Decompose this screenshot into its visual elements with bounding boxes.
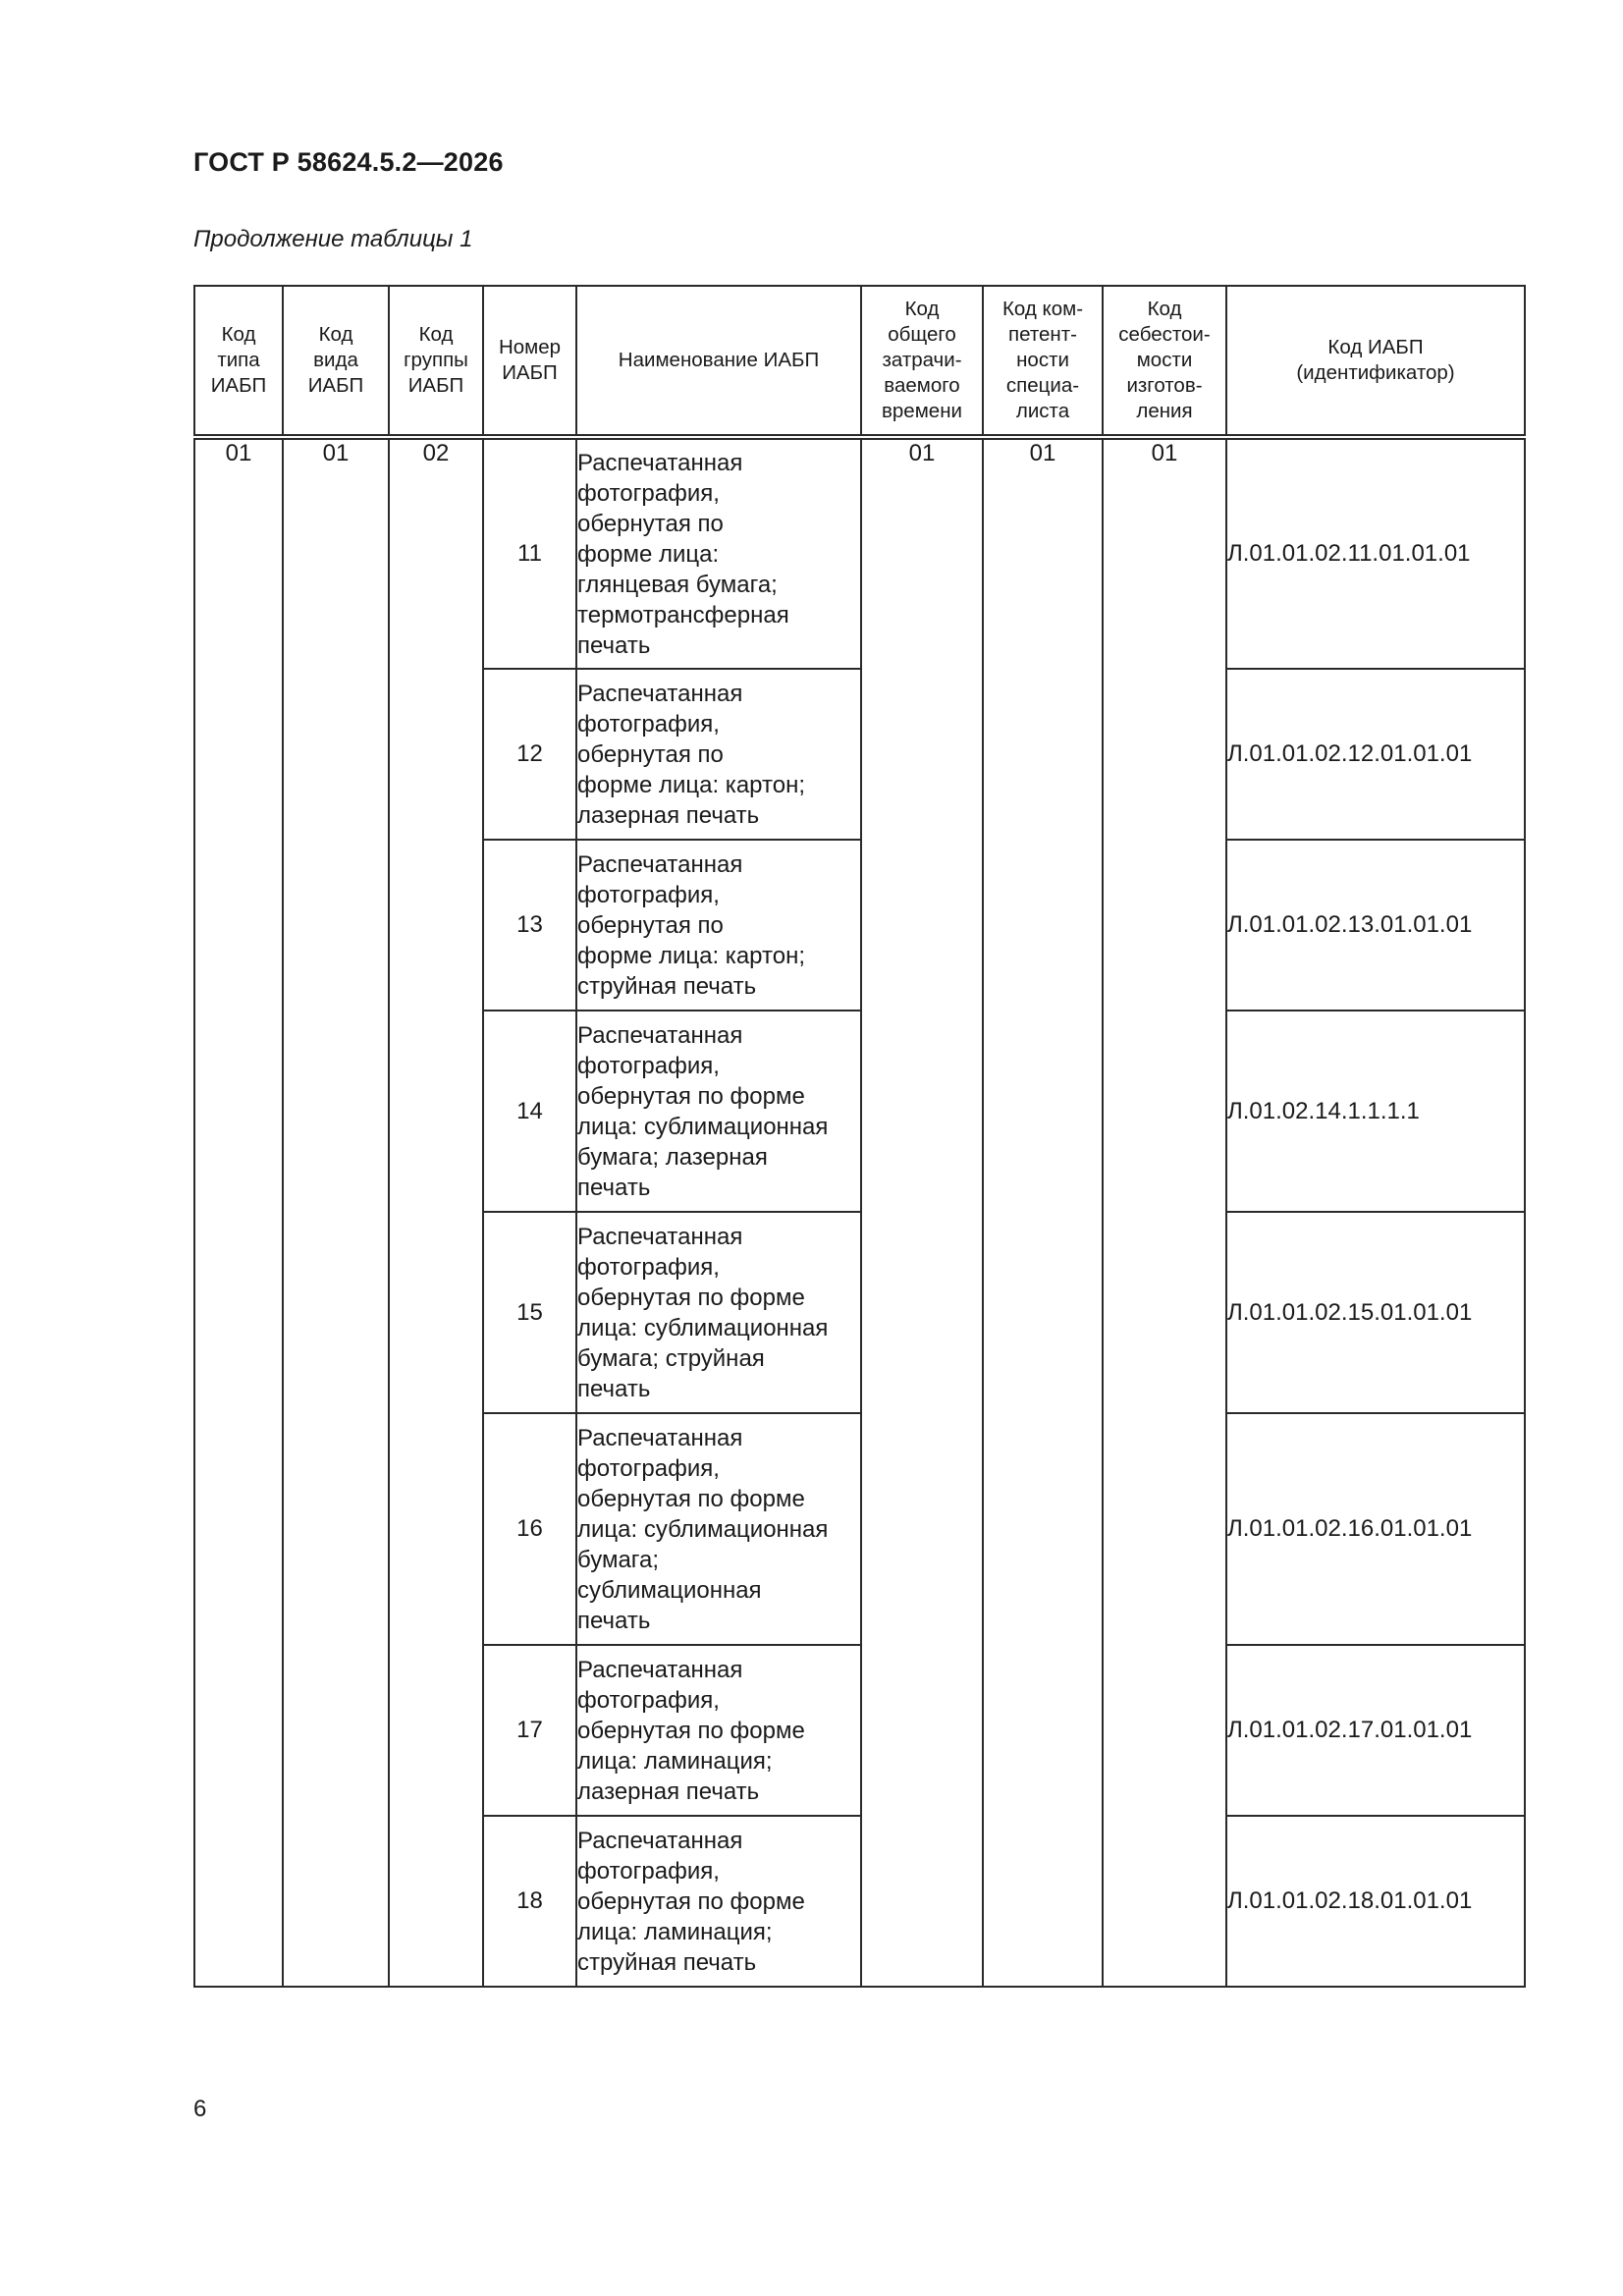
number-cell: 17 [483,1645,576,1816]
col-header-type-code: Код типа ИАБП [194,286,283,437]
col-header-competence-code: Код ком- петент- ности специа- листа [983,286,1103,437]
number-cell: 11 [483,437,576,669]
name-line: форме лица: картон; [577,771,805,798]
number-cell: 15 [483,1212,576,1413]
number-cell: 12 [483,669,576,840]
name-cell [576,1645,861,1816]
col-header-name: Наименование ИАБП [576,286,861,437]
name-line: лазерная печать [577,801,760,829]
name-cell [576,669,861,840]
col-header-identifier: Код ИАБП (идентификатор) [1226,286,1525,437]
type-code-cell: 01 [194,437,283,1987]
group-code-cell: 02 [389,437,483,1987]
col-header-cost-code: Код себестои- мости изготов- ления [1103,286,1226,437]
name-line: лица: сублимационная [577,1515,829,1543]
name-cell [576,1413,861,1645]
name-cell [576,840,861,1011]
identifier-cell: Л.01.01.02.18.01.01.01 [1226,1816,1525,1987]
name-line: обернутая по форме [577,1717,805,1744]
name-line: форме лица: [577,540,720,568]
name-line: сублимационная [577,1576,762,1604]
name-line: печать [577,631,651,659]
name-line: бумага; лазерная [577,1143,768,1171]
name-line: фотография, [577,881,720,908]
name-line: струйная печать [577,1948,757,1976]
identifier-cell: Л.01.01.02.15.01.01.01 [1226,1212,1525,1413]
kind-code-cell: 01 [283,437,389,1987]
name-line: Распечатанная [577,1656,743,1683]
name-line: фотография, [577,710,720,738]
identifier-cell: Л.01.01.02.11.01.01.01 [1226,437,1525,669]
name-line: печать [577,1607,651,1634]
name-line: фотография, [577,479,720,507]
name-line: обернутая по [577,911,724,939]
col-header-group-code: Код группы ИАБП [389,286,483,437]
name-line: обернутая по форме [577,1082,805,1110]
table-caption: Продолжение таблицы 1 [193,226,473,252]
name-cell [576,1212,861,1413]
name-line: Распечатанная [577,449,743,476]
name-line: лица: ламинация; [577,1747,773,1775]
name-line: фотография, [577,1052,720,1079]
name-line: фотография, [577,1454,720,1482]
number-cell: 13 [483,840,576,1011]
name-line: Распечатанная [577,1223,743,1250]
name-line: лица: сублимационная [577,1314,829,1341]
name-line: бумага; струйная [577,1344,765,1372]
name-line: бумага; [577,1546,660,1573]
header-row [194,286,1525,437]
identifier-cell: Л.01.02.14.1.1.1.1 [1226,1011,1525,1212]
name-line: лица: сублимационная [577,1113,829,1140]
col-header-number: Номер ИАБП [483,286,576,437]
identifier-cell: Л.01.01.02.16.01.01.01 [1226,1413,1525,1645]
col-header-kind-code: Код вида ИАБП [283,286,389,437]
name-line: Распечатанная [577,680,743,707]
page-number: 6 [193,2096,207,2122]
cost-code-cell: 01 [1103,437,1226,1987]
time-code-cell: 01 [861,437,983,1987]
name-line: Распечатанная [577,1424,743,1451]
name-line: форме лица: картон; [577,942,805,969]
name-cell [576,1011,861,1212]
identifier-cell: Л.01.01.02.12.01.01.01 [1226,669,1525,840]
name-cell [576,437,861,669]
document-header: ГОСТ Р 58624.5.2—2026 [193,147,504,177]
name-line: фотография, [577,1253,720,1281]
col-header-time-code: Код общего затрачи- ваемого времени [861,286,983,437]
identifier-cell: Л.01.01.02.13.01.01.01 [1226,840,1525,1011]
name-line: Распечатанная [577,1827,743,1854]
number-cell: 14 [483,1011,576,1212]
number-cell: 18 [483,1816,576,1987]
name-line: фотография, [577,1857,720,1885]
table-row [194,437,1525,669]
name-line: лица: ламинация; [577,1918,773,1945]
name-line: печать [577,1375,651,1402]
name-line: Распечатанная [577,1021,743,1049]
name-line: лазерная печать [577,1777,760,1805]
name-line: глянцевая бумага; [577,571,778,598]
name-line: обернутая по [577,740,724,768]
number-cell: 16 [483,1413,576,1645]
identifier-cell: Л.01.01.02.17.01.01.01 [1226,1645,1525,1816]
name-line: обернутая по [577,510,724,537]
name-line: обернутая по форме [577,1887,805,1915]
name-line: фотография, [577,1686,720,1714]
name-line: обернутая по форме [577,1485,805,1512]
name-line: обернутая по форме [577,1284,805,1311]
name-line: Распечатанная [577,850,743,878]
iabp-table [193,285,1526,1988]
name-line: термотрансферная [577,601,789,629]
competence-code-cell: 01 [983,437,1103,1987]
name-line: печать [577,1174,651,1201]
name-cell [576,1816,861,1987]
name-line: струйная печать [577,972,757,1000]
